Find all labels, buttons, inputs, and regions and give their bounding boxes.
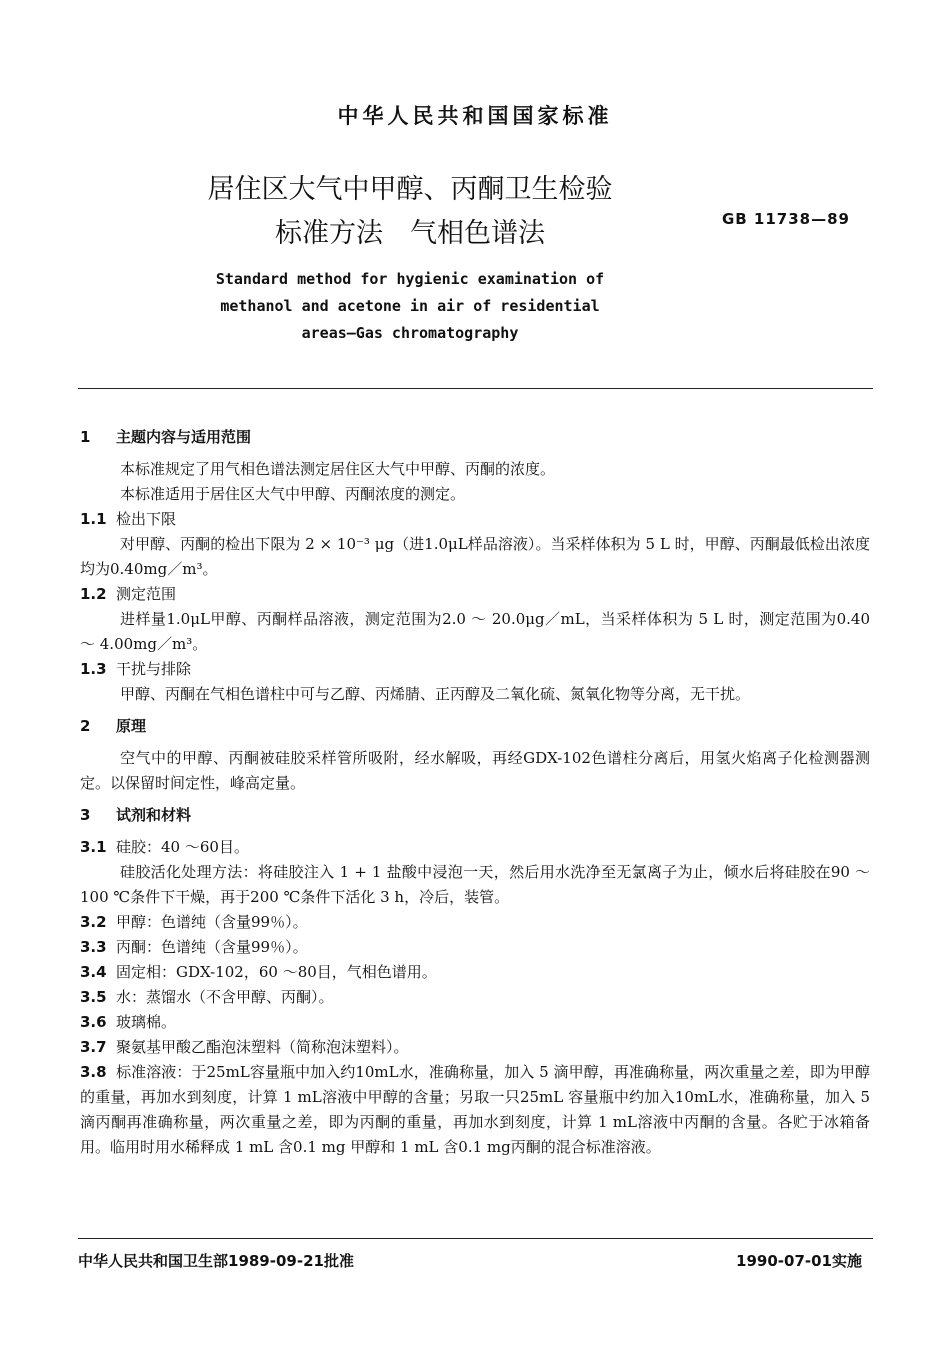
item-text: 玻璃棉。: [116, 1013, 177, 1031]
list-item-3-7: [80, 1035, 870, 1060]
section-title: 原理: [116, 717, 147, 735]
list-item-3-3: [80, 935, 870, 960]
list-item-3-2: [80, 910, 870, 935]
national-standard-header: 中华人民共和国国家标准: [337, 104, 613, 128]
title-line-2: 标准方法 气相色谱法: [275, 218, 545, 249]
section-1-heading: [80, 425, 870, 450]
approval-note: 中华人民共和国卫生部1989-09-21批准: [78, 1252, 354, 1270]
footer-divider: [78, 1238, 873, 1239]
english-title: [120, 266, 700, 347]
header-divider: [78, 388, 873, 389]
subsection-number: 1.1: [80, 510, 107, 528]
item-number: 3.8: [80, 1063, 107, 1081]
item-number: 3.6: [80, 1013, 107, 1031]
subsection-1-1-heading: [80, 507, 870, 532]
english-title-line-2: methanol and acetone in air of residential: [220, 297, 600, 315]
subsection-title: 检出下限: [116, 510, 177, 528]
section-title: 主题内容与适用范围: [116, 428, 252, 446]
paragraph: 硅胶活化处理方法：将硅胶注入 1 + 1 盐酸中浸泡一天，然后用水洗净至无氯离子为止，倾水后将硅胶在90 ～100 ℃条件下干燥，再于200 ℃条件下活化 3 h，冷后，装管。: [80, 863, 870, 906]
item-number: 3.2: [80, 913, 107, 931]
english-title-line-1: Standard method for hygienic examination of: [215, 270, 605, 288]
subsection-title: 干扰与排除: [116, 660, 192, 678]
item-text: 硅胶：40 ～60目。: [116, 838, 249, 856]
list-item-3-1: [80, 835, 870, 860]
section-title: 试剂和材料: [116, 806, 192, 824]
standard-code: GB 11738—89: [721, 210, 850, 228]
list-item-3-8: [80, 1060, 870, 1160]
paragraph: 本标准规定了用气相色谱法测定居住区大气中甲醇、丙酮的浓度。: [120, 460, 556, 478]
subsection-number: 1.2: [80, 585, 107, 603]
section-3-heading: [80, 803, 870, 828]
document-body: [80, 418, 870, 1160]
item-text: 水：蒸馏水（不含甲醇、丙酮）。: [116, 988, 334, 1006]
item-text: 标准溶液：于25mL容量瓶中加入约10mL水，准确称量，加入 5 滴甲醇，再准确称量，两次重量之差，即为甲醇的重量，再加水到刻度，计算 1 mL溶液中甲醇的含量；另取一只25mL 容量瓶中约加入10mL水，准确称量，加入 5 滴丙酮再准确称量，两次重量之差，即为丙酮的重量，再加水到刻度，计算 1 mL溶液中丙酮的含量。各贮于冰箱备用。临用时用水稀释成 1 mL 含0.1 mg 甲醇和 1 mL 含0.1 mg丙酮的混合标准溶液。: [80, 1063, 870, 1156]
subsection-1-2-heading: [80, 582, 870, 607]
item-text: 丙酮：色谱纯（含量99％）。: [116, 938, 308, 956]
item-number: 3.3: [80, 938, 107, 956]
list-item-3-4: [80, 960, 870, 985]
item-text: 固定相：GDX-102，60 ～80目，气相色谱用。: [116, 963, 437, 981]
subsection-1-3-heading: [80, 657, 870, 682]
paragraph: 甲醇、丙酮在气相色谱柱中可与乙醇、丙烯腈、正丙醇及二氧化硫、氮氧化物等分离，无干扰。: [120, 685, 751, 703]
subsection-number: 1.3: [80, 660, 107, 678]
list-item-3-6: [80, 1010, 870, 1035]
item-text: 聚氨基甲酸乙酯泡沫塑料（简称泡沫塑料）。: [116, 1038, 409, 1056]
section-number: 2: [80, 717, 91, 735]
paragraph: 空气中的甲醇、丙酮被硅胶采样管所吸附，经水解吸，再经GDX-102色谱柱分离后，用氢火焰离子化检测器测定。以保留时间定性，峰高定量。: [80, 749, 870, 792]
implementation-date: 1990-07-01实施: [736, 1252, 862, 1270]
title-line-1: 居住区大气中甲醇、丙酮卫生检验: [207, 174, 613, 205]
item-text: 甲醇：色谱纯（含量99％）。: [116, 913, 308, 931]
item-number: 3.5: [80, 988, 107, 1006]
subsection-title: 测定范围: [116, 585, 177, 603]
item-number: 3.4: [80, 963, 107, 981]
english-title-line-3: areas—Gas chromatography: [301, 324, 519, 342]
list-item-3-5: [80, 985, 870, 1010]
paragraph: 本标准适用于居住区大气中甲醇、丙酮浓度的测定。: [120, 485, 466, 503]
section-number: 1: [80, 428, 91, 446]
item-number: 3.7: [80, 1038, 107, 1056]
section-number: 3: [80, 806, 91, 824]
section-2-heading: [80, 714, 870, 739]
item-number: 3.1: [80, 838, 107, 856]
paragraph: 对甲醇、丙酮的检出下限为 2 × 10⁻³ μg（进1.0μL样品溶液）。当采样体积为 5 L 时，甲醇、丙酮最低检出浓度均为0.40mg／m³。: [80, 535, 870, 578]
paragraph: 进样量1.0μL甲醇、丙酮样品溶液，测定范围为2.0 ～ 20.0μg／mL，当采样体积为 5 L 时，测定范围为0.40 ～ 4.00mg／m³。: [80, 610, 870, 653]
chinese-title: [120, 168, 700, 256]
